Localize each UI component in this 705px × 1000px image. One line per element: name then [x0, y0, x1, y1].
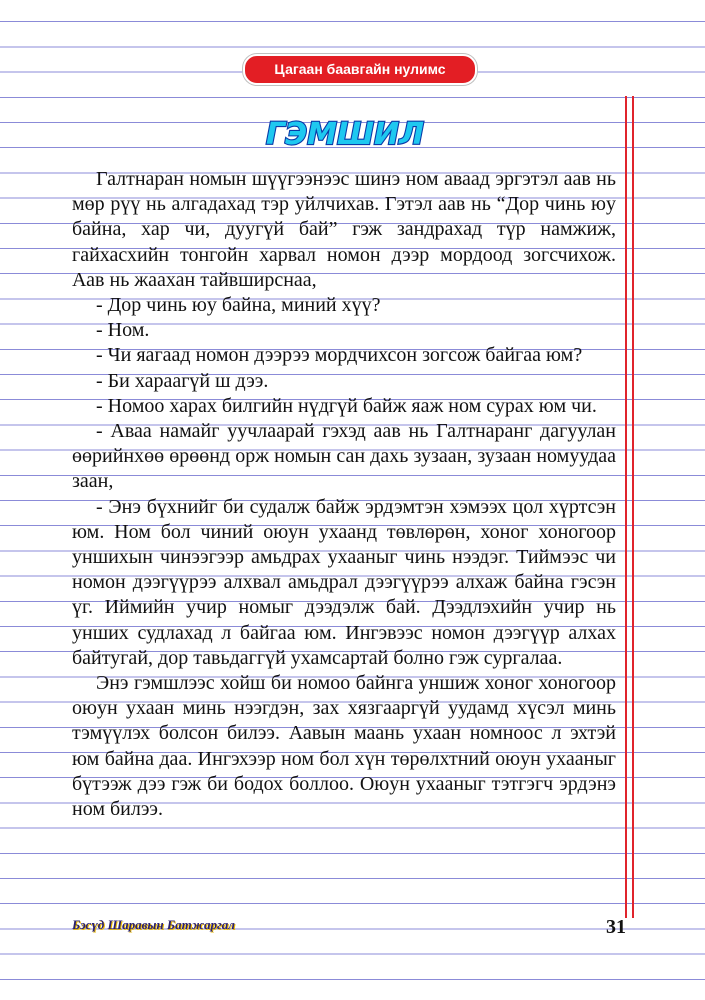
book-title-header: Цагаан баавгайн нулимс [243, 54, 477, 85]
paragraph: Галтнаран номын шүүгээнээс шинэ ном аваад эргэтэл аав нь мөр рүү нь алгадахад тэр уйлчихав. Гэтэл аав нь “Дор чинь юу байна, хар чи, дуугүй бай” гэж зандрахад түр намжиж, гайхасхийн тонгойн харвал номон дээр мордоод зогсчихож. Аав нь жаахан тайвширснаа, [72, 168, 616, 291]
author-name: Бэсүд Шаравын Батжаргал [72, 917, 235, 932]
paragraph: - Ном. [96, 319, 150, 342]
story-body [72, 167, 616, 822]
paragraph: - Аваа намайг уучлаарай гэхэд аав нь Галтнаранг дагуулан өөрийнхөө өрөөнд орж номын сан дахь зузаан, зузаан номуудаа заан, [72, 420, 616, 493]
story-title [265, 111, 425, 153]
margin-line-right [632, 96, 634, 918]
page-number: 31 [606, 916, 626, 938]
paragraph: Энэ гэмшлээс хойш би номоо байнга уншиж хоног хоногоор оюун ухаан минь нээгдэн, зах хязгааргүй уудамд хүсэл минь тэмүүлэх болсон билээ. Аавын маань ухаан номноос л эхтэй юм байна даа. Ингэхээр ном бол хүн төрөлхтний оюун ухааныг бүтээж дээ гэж би бодох боллоо. Оюун ухааныг тэтгэгч эрдэнэ ном билээ. [72, 672, 616, 821]
paragraph: - Би хараагүй ш дээ. [96, 369, 269, 392]
paragraph: - Дор чинь юу байна, миний хүү? [96, 294, 381, 317]
margin-line-left [625, 96, 627, 918]
story-title-text: ГЭМШИЛ [265, 117, 425, 152]
paragraph: - Чи яагаад номон дээрээ мордчихсон зогсож байгаа юм? [96, 344, 583, 367]
paragraph: - Энэ бүхнийг би судалж байж эрдэмтэн хэмээх цол хүртсэн юм. Ном бол чиний оюун ухаанд төвлөрөн, хоног хоногоор уншихын чинээгээр амьдрах ухааныг чинь нээдэг. Тиймээс чи номон дээгүүрээ алхвал амьдрал дээгүүрээ алхаж байна гэсэн үг. Иймийн учир номыг дээдэлж бай. Дээдлэхийн учир нь унших судлахад л байгаа юм. Ингэвээс номон дээгүүр алхах байтугай, дор тавьдаггүй ухамсартай болно гэж сургалаа. [72, 495, 616, 669]
paragraph: - Номоо харах билгийн нүдгүй байж яаж ном сурах юм чи. [96, 394, 597, 417]
